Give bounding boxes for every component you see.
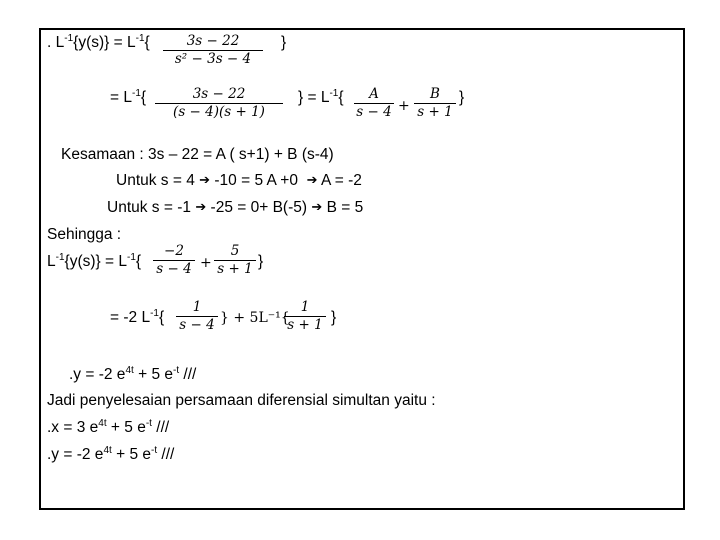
text: B = 5 [326, 199, 364, 216]
sehingga-line [47, 226, 121, 244]
operator: + [200, 255, 212, 271]
superscript: -1 [150, 308, 159, 319]
text: } = L [298, 89, 330, 106]
text: A = -2 [320, 172, 362, 189]
text: -25 = 0+ B(-5) [210, 199, 308, 216]
numerator: 5 [230, 243, 240, 259]
y-solution-1 [69, 366, 196, 384]
text: Untuk s = -1 [107, 199, 191, 216]
operator: + [398, 98, 410, 114]
x-solution [47, 419, 169, 437]
text: . L [47, 34, 65, 51]
laplace-line-4 [110, 309, 164, 327]
superscript: 4t [103, 445, 112, 456]
text: {y(s)} = L [64, 253, 127, 270]
denominator: s + 1 [217, 261, 253, 277]
brace-close [281, 34, 286, 52]
fraction-1 [163, 34, 263, 67]
arrow-right-icon: ➔ [306, 172, 318, 187]
numerator: −2 [164, 243, 184, 259]
brace: } [459, 89, 465, 106]
text: = -2 L [110, 309, 151, 326]
superscript: -1 [55, 252, 65, 263]
superscript: -1 [127, 252, 136, 263]
brace: { [135, 253, 142, 270]
fraction-2 [155, 87, 283, 120]
text: {y(s)} = L [73, 34, 136, 51]
denominator: (s − 4)(s + 1) [173, 104, 265, 120]
plus-sign [398, 97, 410, 115]
text: } + 5L⁻¹{ [220, 310, 290, 326]
arrow-right-icon: ➔ [195, 199, 207, 214]
superscript: -t [145, 418, 152, 429]
text: Sehingga : [47, 226, 122, 243]
fraction-1-over-s-plus-1 [284, 300, 326, 333]
brace-close [331, 309, 336, 327]
brace-close [459, 89, 464, 107]
text: + 5 e [106, 419, 146, 436]
y-solution-2 [47, 446, 174, 464]
numerator: 1 [192, 299, 202, 315]
text: .y = -2 e [69, 366, 126, 383]
text: /// [179, 366, 197, 383]
text: /// [157, 446, 175, 463]
laplace-line-2 [110, 89, 146, 107]
numerator: B [430, 86, 440, 102]
brace: } [258, 253, 264, 270]
arrow-right-icon: ➔ [199, 172, 211, 187]
text: .y = -2 e [47, 446, 104, 463]
mid-expression [220, 309, 290, 327]
brace: { [158, 309, 165, 326]
untuk-line-1 [116, 172, 362, 190]
laplace-line-3 [47, 253, 141, 271]
fraction-B [414, 87, 456, 120]
denominator: s² − 3s − 4 [174, 51, 252, 67]
brace: } [331, 309, 337, 326]
laplace-line-1 [47, 34, 150, 52]
text: /// [151, 419, 170, 436]
kesamaan-line [61, 146, 334, 164]
denominator: s + 1 [417, 104, 453, 120]
text: + 5 e [111, 446, 151, 463]
fraction-minus-2 [153, 244, 195, 277]
superscript: -1 [131, 88, 141, 99]
jadi-line [47, 392, 436, 410]
fraction-1-over-s-minus-4 [176, 300, 218, 333]
laplace-line-2-b [298, 89, 344, 107]
denominator: s − 4 [156, 261, 192, 277]
numerator: 3s − 22 [192, 86, 246, 102]
denominator: s − 4 [356, 104, 392, 120]
superscript: 4t [98, 418, 107, 429]
brace: } [281, 34, 287, 51]
fraction-5 [214, 244, 256, 277]
fraction-A [354, 87, 394, 120]
numerator: 1 [300, 299, 310, 315]
text: + 5 e [133, 366, 173, 383]
numerator: 3s − 22 [186, 33, 240, 49]
plus-sign [200, 254, 212, 272]
text: Jadi penyelesaian persamaan diferensial simultan yaitu : [47, 392, 436, 409]
text: -10 = 5 A +0 [214, 172, 298, 189]
text: Untuk s = 4 [116, 172, 195, 189]
superscript: -t [173, 365, 180, 376]
brace: { [144, 34, 150, 51]
text: Kesamaan : 3s – 22 = A ( s+1) + B (s-4) [61, 146, 334, 163]
superscript: 4t [125, 365, 134, 376]
brace-close [258, 253, 263, 271]
text: L [47, 253, 56, 270]
superscript: -1 [329, 88, 339, 99]
text: .x = 3 e [47, 419, 99, 436]
denominator: s − 4 [179, 317, 215, 333]
superscript: -1 [135, 33, 145, 44]
denominator: s + 1 [287, 317, 323, 333]
untuk-line-2 [107, 199, 363, 217]
arrow-right-icon: ➔ [311, 199, 323, 214]
numerator: A [369, 86, 379, 102]
brace: { [338, 89, 344, 106]
superscript: -1 [64, 33, 74, 44]
brace: { [140, 89, 147, 106]
text: = L [110, 89, 132, 106]
superscript: -t [151, 445, 158, 456]
